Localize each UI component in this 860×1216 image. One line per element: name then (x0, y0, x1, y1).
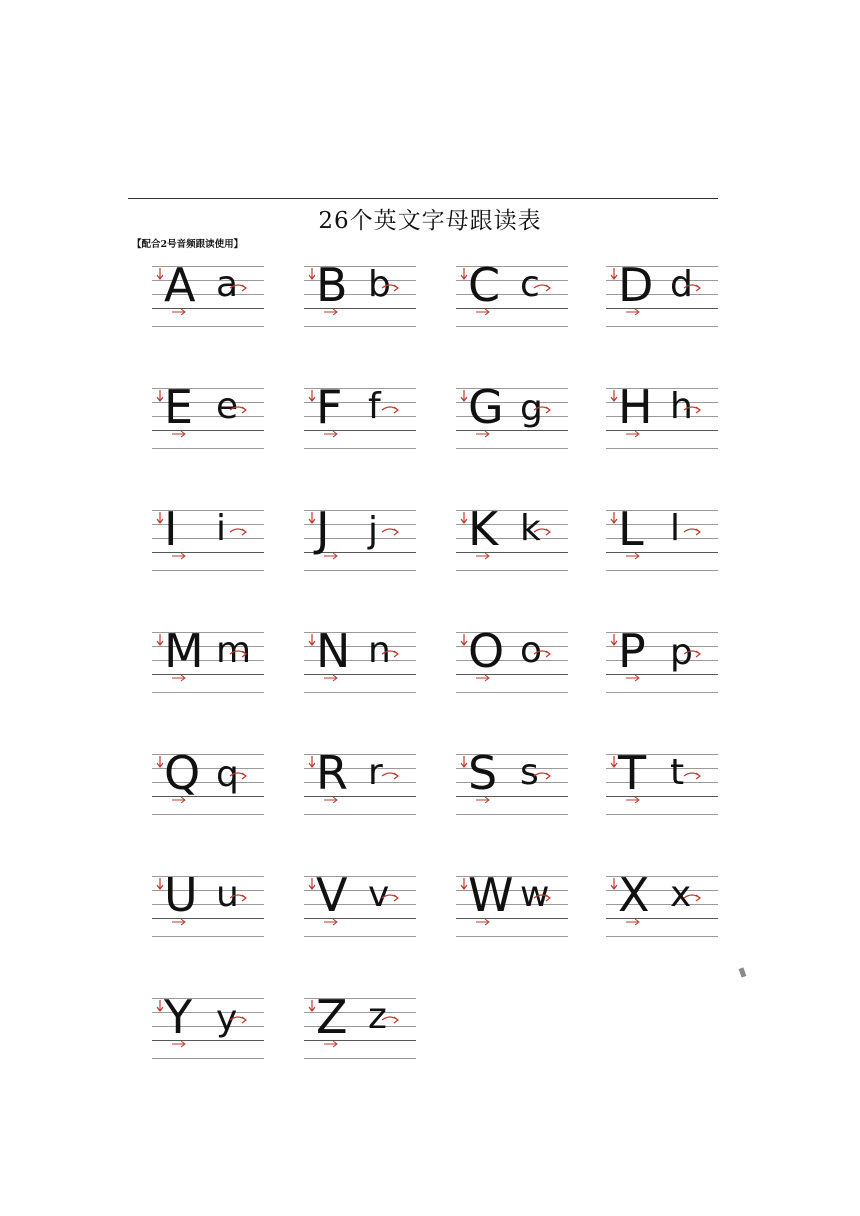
lowercase-letter: c (520, 264, 540, 305)
down-arrow-icon (611, 512, 617, 523)
curve-arrow-icon (684, 773, 700, 779)
curve-arrow-icon (382, 651, 398, 657)
down-arrow-icon (309, 390, 315, 401)
stroke-order-arrows-icon (152, 624, 264, 700)
down-arrow-icon (157, 390, 163, 401)
uppercase-letter: R (316, 746, 348, 800)
lowercase-letter: l (670, 508, 681, 549)
uppercase-letter: S (468, 746, 498, 800)
right-arrow-icon (172, 431, 185, 437)
down-arrow-icon (611, 878, 617, 889)
right-arrow-icon (324, 675, 337, 681)
stroke-order-arrows-icon (456, 868, 568, 944)
uppercase-letter: G (468, 380, 504, 434)
curve-arrow-icon (382, 529, 398, 535)
curve-arrow-icon (684, 285, 700, 291)
right-arrow-icon (476, 919, 489, 925)
stroke-order-arrows-icon (606, 746, 718, 822)
stroke-order-arrows-icon (152, 380, 264, 456)
lowercase-letter: m (216, 630, 252, 671)
down-arrow-icon (157, 878, 163, 889)
uppercase-letter: O (468, 624, 505, 678)
top-rule (128, 198, 718, 199)
lowercase-letter: u (216, 874, 239, 915)
curve-arrow-icon (230, 1017, 246, 1023)
stroke-order-arrows-icon (152, 502, 264, 578)
uppercase-letter: I (164, 502, 178, 556)
down-arrow-icon (611, 268, 617, 279)
stroke-order-arrows-icon (152, 868, 264, 944)
right-arrow-icon (324, 431, 337, 437)
lowercase-letter: z (368, 996, 387, 1037)
letter-cell-y (152, 990, 264, 1066)
down-arrow-icon (461, 512, 467, 523)
letter-cell-j (304, 502, 416, 578)
lowercase-letter: o (520, 630, 543, 671)
lowercase-letter: p (670, 632, 693, 673)
down-arrow-icon (157, 634, 163, 645)
curve-arrow-icon (230, 529, 246, 535)
lowercase-letter: q (216, 754, 239, 795)
curve-arrow-icon (230, 895, 246, 901)
curve-arrow-icon (382, 895, 398, 901)
curve-arrow-icon (534, 529, 550, 535)
stroke-order-arrows-icon (456, 624, 568, 700)
down-arrow-icon (157, 756, 163, 767)
curve-arrow-icon (684, 895, 700, 901)
lowercase-letter: h (670, 386, 693, 427)
down-arrow-icon (157, 268, 163, 279)
letter-cell-b (304, 258, 416, 334)
lowercase-letter: y (216, 998, 238, 1039)
down-arrow-icon (611, 756, 617, 767)
curve-arrow-icon (382, 773, 398, 779)
uppercase-letter: Q (164, 746, 201, 800)
stroke-order-arrows-icon (304, 624, 416, 700)
down-arrow-icon (309, 878, 315, 889)
lowercase-letter: v (368, 874, 390, 915)
curve-arrow-icon (534, 651, 550, 657)
letter-cell-t (606, 746, 718, 822)
right-arrow-icon (324, 797, 337, 803)
letter-cell-n (304, 624, 416, 700)
letter-cell-x (606, 868, 718, 944)
lowercase-letter: s (520, 752, 539, 793)
down-arrow-icon (461, 268, 467, 279)
letter-cell-w (456, 868, 568, 944)
letter-cell-r (304, 746, 416, 822)
letter-cell-k (456, 502, 568, 578)
uppercase-letter: T (618, 746, 647, 800)
stroke-order-arrows-icon (606, 868, 718, 944)
curve-arrow-icon (230, 773, 246, 779)
letter-cell-q (152, 746, 264, 822)
letter-cell-h (606, 380, 718, 456)
curve-arrow-icon (382, 1017, 398, 1023)
letter-cell-g (456, 380, 568, 456)
right-arrow-icon (476, 431, 489, 437)
down-arrow-icon (461, 878, 467, 889)
lowercase-letter: x (670, 874, 692, 915)
curve-arrow-icon (684, 529, 700, 535)
lowercase-letter: k (520, 508, 541, 549)
stroke-order-arrows-icon (304, 990, 416, 1066)
down-arrow-icon (309, 512, 315, 523)
lowercase-letter: e (216, 386, 239, 427)
uppercase-letter: H (618, 380, 653, 434)
curve-arrow-icon (230, 407, 246, 413)
right-arrow-icon (172, 919, 185, 925)
down-arrow-icon (157, 1000, 163, 1011)
uppercase-letter: Z (316, 990, 348, 1044)
curve-arrow-icon (534, 895, 550, 901)
uppercase-letter: B (316, 258, 348, 312)
right-arrow-icon (626, 675, 639, 681)
stroke-order-arrows-icon (606, 380, 718, 456)
uppercase-letter: C (468, 258, 501, 312)
down-arrow-icon (309, 268, 315, 279)
stroke-order-arrows-icon (456, 746, 568, 822)
right-arrow-icon (626, 431, 639, 437)
uppercase-letter: L (618, 502, 644, 556)
right-arrow-icon (626, 309, 639, 315)
stroke-order-arrows-icon (456, 380, 568, 456)
down-arrow-icon (461, 634, 467, 645)
letter-cell-i (152, 502, 264, 578)
lowercase-letter: j (368, 510, 379, 551)
stroke-order-arrows-icon (456, 502, 568, 578)
down-arrow-icon (309, 1000, 315, 1011)
curve-arrow-icon (382, 285, 398, 291)
right-arrow-icon (324, 919, 337, 925)
scan-speck (739, 967, 747, 977)
down-arrow-icon (611, 634, 617, 645)
down-arrow-icon (611, 390, 617, 401)
curve-arrow-icon (684, 651, 700, 657)
down-arrow-icon (157, 512, 163, 523)
lowercase-letter: i (216, 508, 227, 549)
uppercase-letter: X (618, 868, 650, 922)
lowercase-letter: f (368, 386, 381, 427)
curve-arrow-icon (534, 285, 550, 291)
lowercase-letter: r (368, 752, 383, 793)
right-arrow-icon (172, 309, 185, 315)
right-arrow-icon (172, 675, 185, 681)
curve-arrow-icon (382, 407, 398, 413)
uppercase-letter: V (316, 868, 348, 922)
stroke-order-arrows-icon (606, 624, 718, 700)
down-arrow-icon (461, 390, 467, 401)
letter-cell-p (606, 624, 718, 700)
lowercase-letter: t (670, 752, 685, 793)
curve-arrow-icon (684, 407, 700, 413)
uppercase-letter: W (468, 868, 514, 922)
right-arrow-icon (626, 553, 639, 559)
lowercase-letter: n (368, 630, 391, 671)
uppercase-letter: U (164, 868, 198, 922)
stroke-order-arrows-icon (304, 258, 416, 334)
uppercase-letter: J (316, 502, 330, 556)
letter-cell-d (606, 258, 718, 334)
right-arrow-icon (476, 553, 489, 559)
lowercase-letter: g (520, 388, 543, 429)
down-arrow-icon (309, 756, 315, 767)
stroke-order-arrows-icon (606, 258, 718, 334)
stroke-order-arrows-icon (304, 868, 416, 944)
stroke-order-arrows-icon (606, 502, 718, 578)
uppercase-letter: A (164, 258, 196, 312)
right-arrow-icon (476, 675, 489, 681)
uppercase-letter: E (164, 380, 194, 434)
letter-cell-a (152, 258, 264, 334)
right-arrow-icon (626, 797, 639, 803)
down-arrow-icon (461, 756, 467, 767)
page-title: 26个英文字母跟读表 (318, 208, 542, 234)
letter-cell-u (152, 868, 264, 944)
right-arrow-icon (476, 797, 489, 803)
curve-arrow-icon (534, 407, 550, 413)
stroke-order-arrows-icon (456, 258, 568, 334)
curve-arrow-icon (230, 285, 246, 291)
lowercase-letter: b (368, 264, 391, 305)
uppercase-letter: P (618, 624, 646, 678)
letter-cell-l (606, 502, 718, 578)
letter-cell-f (304, 380, 416, 456)
stroke-order-arrows-icon (304, 502, 416, 578)
right-arrow-icon (172, 553, 185, 559)
right-arrow-icon (172, 797, 185, 803)
letter-cell-o (456, 624, 568, 700)
right-arrow-icon (172, 1041, 185, 1047)
uppercase-letter: K (468, 502, 499, 556)
lowercase-letter: a (216, 264, 239, 305)
uppercase-letter: D (618, 258, 654, 312)
uppercase-letter: M (164, 624, 204, 678)
uppercase-letter: F (316, 380, 343, 434)
uppercase-letter: Y (164, 990, 193, 1044)
curve-arrow-icon (230, 651, 246, 657)
letter-cell-z (304, 990, 416, 1066)
letter-cell-e (152, 380, 264, 456)
lowercase-letter: d (670, 264, 693, 305)
down-arrow-icon (309, 634, 315, 645)
letter-cell-s (456, 746, 568, 822)
lowercase-letter: w (520, 874, 550, 915)
right-arrow-icon (476, 309, 489, 315)
page-subtitle: 【配合2号音频跟读使用】 (132, 239, 244, 250)
stroke-order-arrows-icon (304, 380, 416, 456)
curve-arrow-icon (534, 773, 550, 779)
stroke-order-arrows-icon (152, 990, 264, 1066)
right-arrow-icon (324, 1041, 337, 1047)
stroke-order-arrows-icon (304, 746, 416, 822)
uppercase-letter: N (316, 624, 351, 678)
stroke-order-arrows-icon (152, 258, 264, 334)
letter-cell-c (456, 258, 568, 334)
letter-cell-v (304, 868, 416, 944)
right-arrow-icon (324, 309, 337, 315)
right-arrow-icon (324, 553, 337, 559)
stroke-order-arrows-icon (152, 746, 264, 822)
letter-cell-m (152, 624, 264, 700)
right-arrow-icon (626, 919, 639, 925)
